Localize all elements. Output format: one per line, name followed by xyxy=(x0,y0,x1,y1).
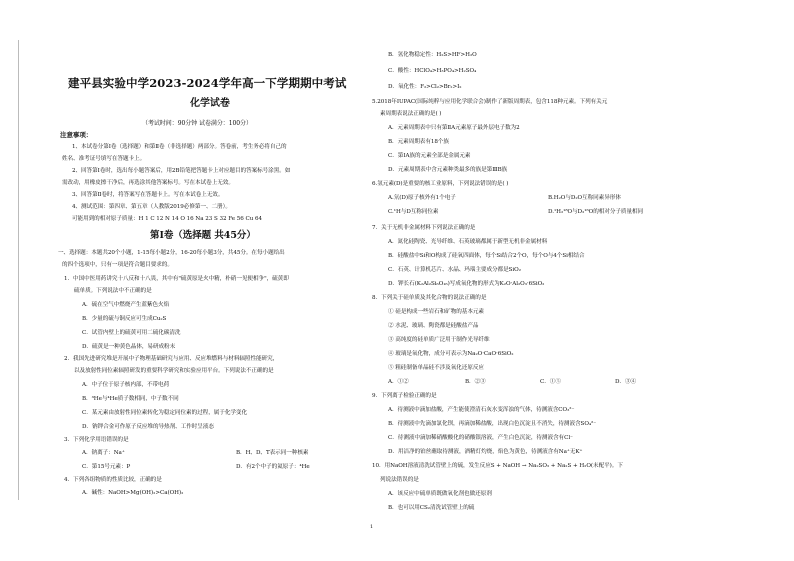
question-line: 7．关于无机非金属材料下列说法正确的是 xyxy=(372,225,476,231)
option-line: C．第ⅠA族的元素全部是金属元素 xyxy=(388,153,471,159)
option-line: B．元素周期表有18个族 xyxy=(388,139,449,145)
question-line: 3．下列化学用语错误的是 xyxy=(64,437,129,443)
note-line: 1、本试卷分第Ⅰ卷（选择题）和第Ⅱ卷（非选择题）两部分。答卷前，考生务必将自己的 xyxy=(72,144,287,150)
option-line: D．用洁净的铂丝蘸取待测液，酒精灯灼烧，焰色为黄色，待测液含有Na⁺无K⁺ xyxy=(388,449,583,455)
option-line: C.¹H与D互称同位素 xyxy=(388,209,439,215)
header-subject: 化学试卷 xyxy=(190,98,230,109)
option-line: C．酸性：HClO₄>H₃PO₄>H₂SO₄ xyxy=(388,68,477,74)
option-line: B．也可以用CS₂清洗试管壁上的硫 xyxy=(388,505,475,511)
question-line: 9．下列离子检验正确的是 xyxy=(372,393,437,399)
question-line: 以及放射性同位素辐照研发的重要科学研究和实验应用平台。下列说法不正确的是 xyxy=(74,368,274,374)
option-line: A．①② xyxy=(388,379,409,385)
scan-edge-left xyxy=(18,40,19,500)
option-line: A．元素周期表中只有第ⅡA元素原子最外层电子数为2 xyxy=(388,125,520,131)
option-line: A．待测液中滴加盐酸，产生能使澄清石灰水变浑浊的气体，待测液含CO₃²⁻ xyxy=(388,407,575,413)
page-number: 1 xyxy=(370,524,374,530)
exam-info: （考试时间：90分钟 试卷满分：100分） xyxy=(142,120,252,127)
section-title: 第Ⅰ卷（选择题 共45分） xyxy=(150,230,256,241)
option-line: A．氮化硅陶瓷、光导纤维、石英玻璃都属于新型无机非金属材料 xyxy=(388,239,548,245)
option-line: B．³He与⁴He质子数相同，中子数不同 xyxy=(82,396,179,402)
notes-heading: 注意事项： xyxy=(60,131,93,139)
note-line: 需改动，用橡皮擦干净后，再选涂其他答案标号。写在本试卷上无效。 xyxy=(62,180,234,186)
option-line: D．元素周期表中含元素种类最多的族是第ⅢB族 xyxy=(388,167,508,173)
question-line: 硫单质。下列说法中不正确的是 xyxy=(74,288,152,294)
question-line: 4．下列各组物质的性质比较，正确的是 xyxy=(64,477,162,483)
question-line: 5.2018年IUPAC(国际纯粹与应用化学联合会)制作了新版周期表，包含118种元素。下列有关元 xyxy=(372,99,608,105)
option-line: A．该反应中硫单质既做氧化剂也做还原剂 xyxy=(388,491,492,497)
option-line: A．硫在空气中燃烧产生蓝紫色火焰 xyxy=(82,302,170,308)
statement-line: ③ 高纯度的硅单质广泛用于制作光导纤维 xyxy=(388,337,490,343)
option-line: C．①⑤ xyxy=(540,379,561,385)
question-line: 列说法错误的是 xyxy=(380,477,419,483)
option-line: B．硅酸盐中Si和O构成了硅氧四面体，每个Si结合2个O，每个O与4个Si相结合 xyxy=(388,253,585,259)
note-line: 可能用到的相对原子质量：H 1 C 12 N 14 O 16 Na 23 S 32 Fe 56 Cu 64 xyxy=(72,216,262,222)
statement-line: ④ 玻璃是氧化物，成分可表示为Na₂O·CaO·6SiO₂ xyxy=(388,351,514,357)
option-line: A．钠离子：Na⁺ xyxy=(82,450,125,456)
question-line: 2．我国先进研究堆是开展中子物理基础研究与应用、反应堆燃料与材料辐照性能研究， xyxy=(64,356,279,362)
statement-line: ② 水泥、玻璃、陶瓷都是硅酸盐产品 xyxy=(388,323,479,329)
option-line: C．试管内壁上的硫黄可用二硫化碳清洗 xyxy=(82,330,181,336)
option-line: B．氢化物稳定性：H₂S>HF>H₂O xyxy=(388,52,477,58)
note-line: 姓名、准考证号填写在答题卡上。 xyxy=(62,156,146,162)
question-line: 素周期表说法正确的是( ) xyxy=(380,111,442,117)
option-line: D．有2个中子的氦原子：⁴He xyxy=(236,464,310,470)
header-title: 建平县实验中学2023-2024学年高一下学期期中考试 xyxy=(68,76,347,90)
section-intro: 一、选择题：本题共20个小题，1-15每小题2分，16-20每小题3分，共45分。在每小题给出 xyxy=(58,250,285,256)
option-line: B．少量的硫与铜反应可生成Cu₂S xyxy=(82,316,167,322)
question-line: 10．用NaOH溶液清洗试管壁上的硫，发生反应S + NaOH → Na₂SO₃ + Na₂S + H₂O(未配平)。下 xyxy=(372,463,623,469)
option-line: A.氘(D)原子核外有1个电子 xyxy=(388,195,456,201)
statement-line: ⑤ 粗硅制备单晶硅不涉及氧化还原反应 xyxy=(388,365,484,371)
question-line: 8．下列关于硅单质及其化合物的说法正确的是 xyxy=(372,295,487,301)
option-line: B.H₂O与D₂O互称同素异形体 xyxy=(548,195,621,201)
note-line: 3、回答第Ⅱ卷时，将答案写在答题卡上。写在本试卷上无效。 xyxy=(72,192,224,198)
option-line: B．待测液中先滴加氯化钡，再滴加稀盐酸，出现白色沉淀且不消失，待测液含SO₄²⁻ xyxy=(388,421,597,427)
option-line: B．②③ xyxy=(465,379,486,385)
option-line: D．③④ xyxy=(615,379,637,385)
note-line: 4、测试范围：第四章、第五章（人教版2019必修第一、二册）。 xyxy=(72,204,231,210)
option-line: D.¹H₂¹⁸O与D₂¹⁶O的相对分子质量相同 xyxy=(548,209,644,215)
section-intro: 的四个选项中，只有一项是符合题目要求的。 xyxy=(62,262,173,268)
option-line: D．钾长石(K₂Al₂Si₆O₁₆)写成氧化物的形式为K₂O·Al₂O₃·6SiO₂ xyxy=(388,281,545,287)
option-line: D．氧化性：F₂>Cl₂>Br₂>I₂ xyxy=(388,84,462,90)
option-line: D．硫黄是一种黄色晶体，易研成粉末 xyxy=(82,344,176,350)
option-line: C．石英、计算机芯片、水晶、玛瑙主要成分都是SiO₂ xyxy=(388,267,521,273)
option-line: A．碱性：NaOH>Mg(OH)₂>Ca(OH)₂ xyxy=(82,490,184,496)
question-line: 6.氢元素(D)是重要的核工业原料，下列说法错误的是( ) xyxy=(372,181,509,187)
option-line: C．某元素由放射性同位素转化为稳定同位素的过程，属于化学变化 xyxy=(82,410,247,416)
question-line: 1．中国中医用药讲究十八反和十八畏，其中有"硫黄原是火中精，朴硝一见便相争"，硫黄即 xyxy=(64,276,289,282)
option-line: B．H、D、T表示同一种核素 xyxy=(236,450,309,456)
option-line: C．待测液中滴加稀硝酸酸化的硝酸银溶液，产生白色沉淀，待测液含有Cl⁻ xyxy=(388,435,573,441)
option-line: A．中子位于原子核内部，不带电荷 xyxy=(82,382,170,388)
option-line: D．钠钾合金可作原子反应堆的导热剂、工作时呈液态 xyxy=(82,424,214,430)
option-line: C．第15号元素：P xyxy=(82,464,131,470)
note-line: 2、回答第Ⅰ卷时，选出每小题答案后，用2B铅笔把答题卡上对应题目的答案标号涂黑。如 xyxy=(72,168,291,174)
statement-line: ① 硅是构成一些岩石和矿物的基本元素 xyxy=(388,309,484,315)
